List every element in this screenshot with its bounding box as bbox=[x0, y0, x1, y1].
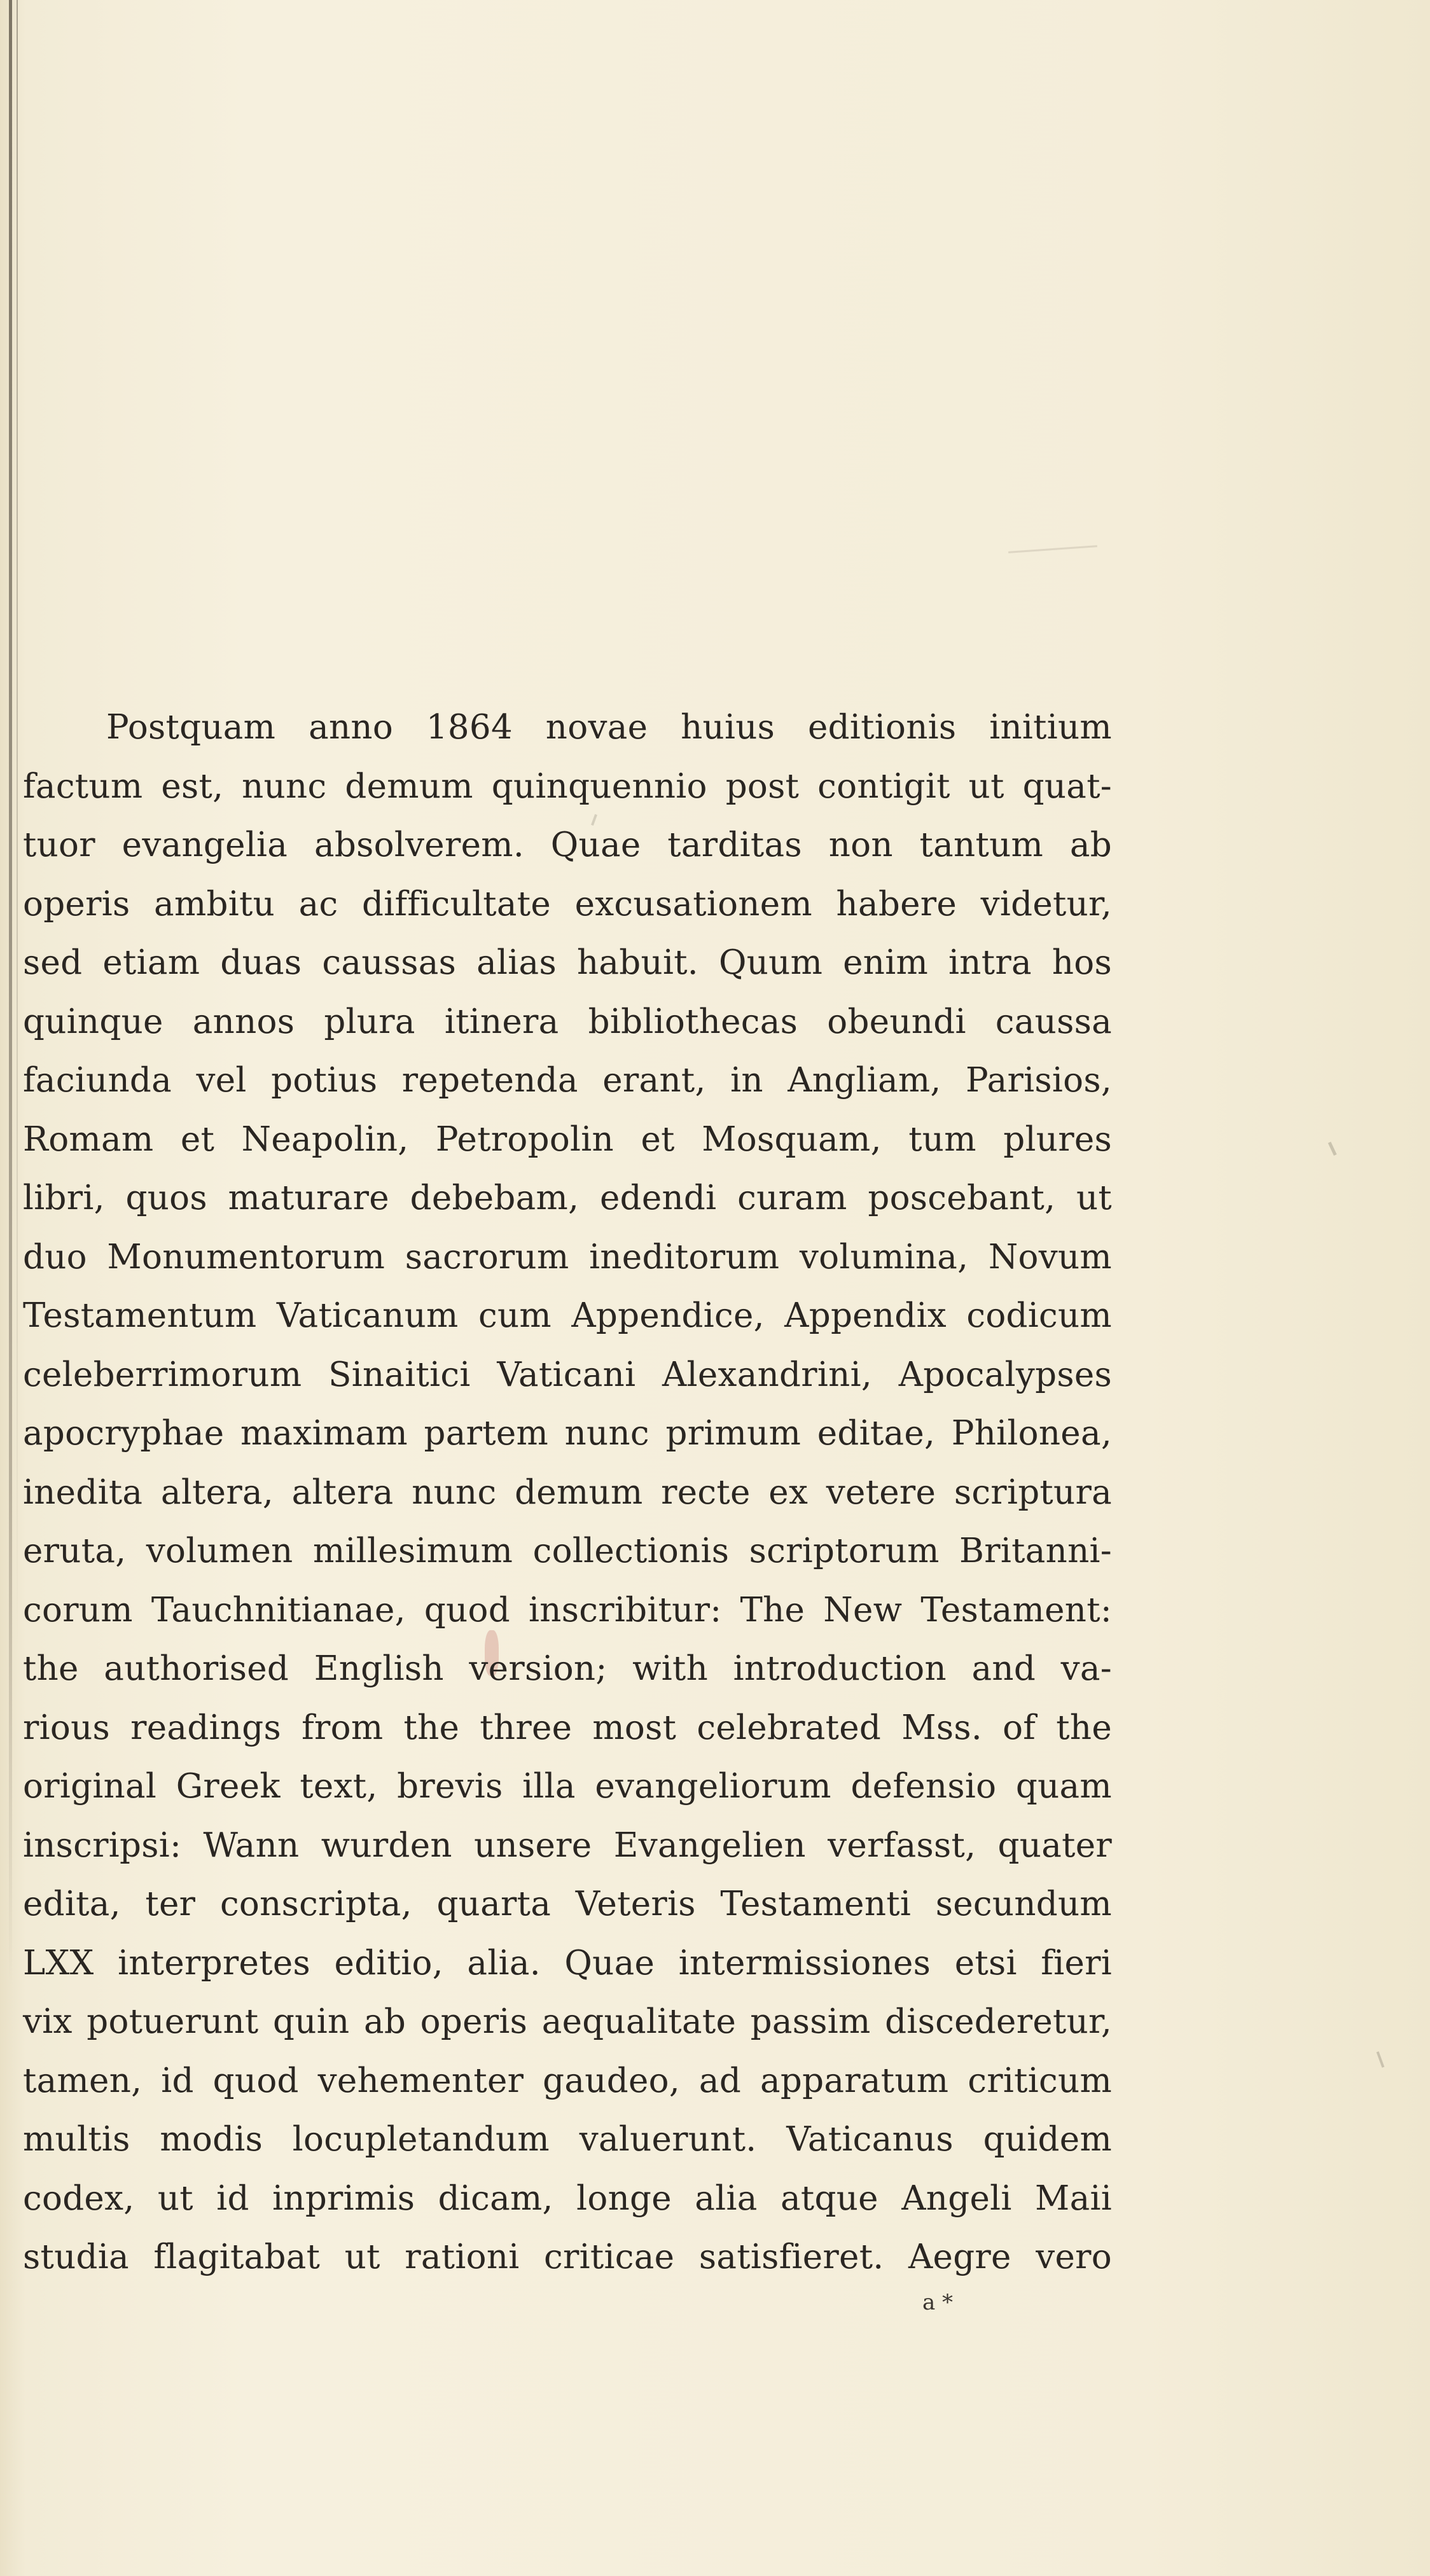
text-line: factum est, nunc demum quinquennio post contigit ut quat- bbox=[23, 766, 1112, 806]
binding-gutter-shadow bbox=[17, 0, 18, 1654]
paper-speck bbox=[1377, 2051, 1385, 2068]
text-line: quinque annos plura itinera bibliothecas obeundi caussa bbox=[23, 1002, 1112, 1041]
text-line: LXX interpretes editio, alia. Quae intermissiones etsi fieri bbox=[23, 1943, 1112, 1983]
text-line: multis modis locupletandum valuerunt. Vaticanus quidem bbox=[23, 2120, 1112, 2159]
text-line: edita, ter conscripta, quarta Veteris Testamenti secundum bbox=[23, 1885, 1112, 1923]
text-line: inedita altera, altera nunc demum recte ex vetere scriptura bbox=[23, 1472, 1112, 1512]
text-line: eruta, volumen millesimum collectionis scriptorum Britanni- bbox=[23, 1532, 1112, 1570]
text-line: tuor evangelia absolverem. Quae tarditas non tantum ab bbox=[23, 826, 1112, 864]
text-line: libri, quos maturare debebam, edendi curam poscebant, ut bbox=[23, 1179, 1112, 1217]
text-line: original Greek text, brevis illa evangeliorum defensio quam bbox=[23, 1767, 1112, 1806]
text-line: Testamentum Vaticanum cum Appendice, Appendix codicum bbox=[23, 1296, 1112, 1335]
text-line: studia flagitabat ut rationi criticae satisfieret. Aegre vero bbox=[23, 2238, 1112, 2276]
text-line: operis ambitu ac difficultate excusationem habere videtur, bbox=[23, 884, 1112, 924]
text-line: tamen, id quod vehementer gaudeo, ad apparatum criticum bbox=[23, 2061, 1112, 2100]
paper-speck bbox=[1328, 1142, 1337, 1156]
binding-gutter bbox=[9, 0, 12, 1984]
text-line: apocryphae maximam partem nunc primum editae, Philonea, bbox=[23, 1414, 1112, 1453]
signature-mark: a * bbox=[922, 2290, 954, 2315]
text-line: inscripsi: Wann wurden unsere Evangelien verfasst, quater bbox=[23, 1825, 1112, 1865]
text-line: rious readings from the three most celebrated Mss. of the bbox=[23, 1708, 1112, 1747]
text-line: sed etiam duas caussas alias habuit. Quum enim intra hos bbox=[23, 943, 1112, 982]
body-text bbox=[23, 698, 1112, 2287]
text-line: Postquam anno 1864 novae huius editionis initium bbox=[106, 708, 1112, 747]
text-line: the authorised English version; with introduction and va- bbox=[23, 1649, 1112, 1688]
text-line: Romam et Neapolin, Petropolin et Mosquam, tum plures bbox=[23, 1119, 1112, 1159]
text-line: codex, ut id inprimis dicam, longe alia atque Angeli Maii bbox=[23, 2178, 1112, 2218]
text-line: vix potuerunt quin ab operis aequalitate passim discederetur, bbox=[23, 2002, 1112, 2041]
text-line: corum Tauchnitianae, quod inscribitur: The New Testament: bbox=[23, 1590, 1112, 1630]
paper-speck bbox=[1008, 545, 1097, 553]
text-line: celeberrimorum Sinaitici Vaticani Alexandrini, Apocalypses bbox=[23, 1355, 1112, 1394]
text-line: faciunda vel potius repetenda erant, in Angliam, Parisios, bbox=[23, 1061, 1112, 1100]
text-line: duo Monumentorum sacrorum ineditorum volumina, Novum bbox=[23, 1237, 1112, 1277]
